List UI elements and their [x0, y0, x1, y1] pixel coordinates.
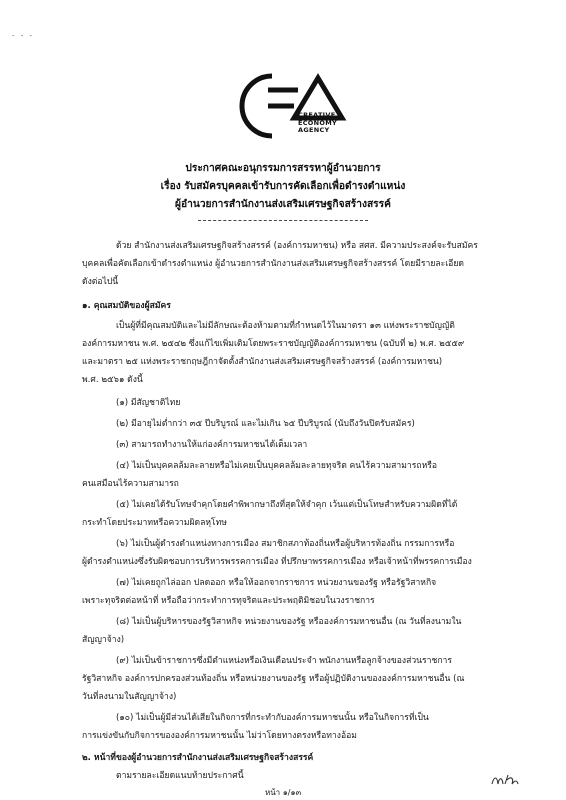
- qualification-item: (๙) ไม่เป็นข้าราชการซึ่งมีตำแหน่งหรือเงินเดือนประจำ พนักงานหรือลูกจ้างของส่วนราชการ: [116, 656, 452, 666]
- section1-lead-line: องค์การมหาชน พ.ศ. ๒๕๔๒ ซึ่งแก้ไขเพิ่มเติมโดยพระราชบัญญัติองค์การมหาชน (ฉบับที่ ๒) พ.ศ. ๒๕๕๙: [82, 339, 465, 349]
- corner-mark: - - -: [12, 32, 35, 40]
- qualification-item-cont: เพราะทุจริตต่อหน้าที่ หรือถือว่ากระทำการทุจริตและประพฤติมิชอบในวงราชการ: [82, 596, 375, 606]
- qualification-item: (๖) ไม่เป็นผู้ดำรงตำแหน่งทางการเมือง สมาชิกสภาท้องถิ่นหรือผู้บริหารท้องถิ่น กรรมการหรือ: [116, 539, 455, 549]
- qualification-item: (๕) ไม่เคยได้รับโทษจำคุกโดยคำพิพากษาถึงที่สุดให้จำคุก เว้นแต่เป็นโทษสำหรับความผิดที่ได้: [116, 500, 458, 510]
- qualification-item-cont: การแข่งขันกับกิจการขององค์การมหาชนนั้น ไม่ว่าโดยทางตรงหรือทางอ้อม: [82, 731, 357, 741]
- qualification-item-cont: รัฐวิสาหกิจ องค์การปกครองส่วนท้องถิ่น หรือหน่วยงานของรัฐ หรือผู้ปฏิบัติงานขององค์การมหาชนอื่น (ณ: [82, 674, 465, 684]
- qualification-item: (๓) สามารถทำงานให้แก่องค์การมหาชนได้เต็มเวลา: [116, 440, 308, 450]
- initials-signature-icon: [490, 772, 520, 788]
- section1-lead-line: และมาตรา ๒๕ แห่งพระราชกฤษฎีกาจัดตั้งสำนักงานส่งเสริมเศรษฐกิจสร้างสรรค์ (องค์การมหาชน): [82, 357, 443, 367]
- qualification-item-cont: กระทำโดยประมาทหรือความผิดลหุโทษ: [82, 518, 227, 528]
- qualification-item: (๑) มีสัญชาติไทย: [116, 398, 181, 408]
- section2-heading: ๒. หน้าที่ของผู้อำนวยการสำนักงานส่งเสริมเศรษฐกิจสร้างสรรค์: [82, 753, 314, 763]
- logo-wordmark: [298, 112, 337, 135]
- qualification-item: (๘) ไม่เป็นผู้บริหารของรัฐวิสาหกิจ หน่วยงานของรัฐ หรือองค์การมหาชนอื่น (ณ วันที่ลงนามใน: [116, 617, 462, 627]
- title-line: เรื่อง รับสมัครบุคคลเข้ารับการคัดเลือกเพื่อดำรงตำแหน่ง: [160, 181, 406, 192]
- qualification-item: (๔) ไม่เป็นบุคคลล้มละลายหรือไม่เคยเป็นบุคคลล้มละลายทุจริต คนไร้ความสามารถหรือ: [116, 461, 438, 471]
- intro-line: บุคคลเพื่อคัดเลือกเข้าดำรงตำแหน่ง ผู้อำนวยการสำนักงานส่งเสริมเศรษฐกิจสร้างสรรค์ โดยมีรายละเอียด: [82, 259, 464, 269]
- title-divider: [198, 220, 368, 221]
- intro-line: ดังต่อไปนี้: [82, 277, 119, 287]
- qualification-item-cont: คนเสมือนไร้ความสามารถ: [82, 479, 179, 489]
- section2-body: ตามรายละเอียดแนบท้ายประกาศนี้: [116, 771, 244, 781]
- title-line: ประกาศคณะอนุกรรมการสรรหาผู้อำนวยการ: [185, 163, 381, 174]
- qualification-item-cont: วันที่ลงนามในสัญญาจ้าง): [82, 692, 177, 702]
- page-number: หน้า ๑/๑๓: [264, 788, 302, 797]
- logo-line: AGENCY: [298, 126, 330, 134]
- announcement-title: [60, 160, 506, 214]
- qualification-item: (๑๐) ไม่เป็นผู้มีส่วนได้เสียในกิจการที่กระทำกับองค์การมหาชนนั้น หรือในกิจการที่เป็น: [116, 713, 429, 723]
- section1-lead-line: พ.ศ. ๒๕๖๑ ดังนี้: [82, 375, 143, 385]
- qualification-item: (๗) ไม่เคยถูกไล่ออก ปลดออก หรือให้ออกจากราชการ หน่วยงานของรัฐ หรือรัฐวิสาหกิจ: [116, 578, 437, 588]
- intro-line: ด้วย สำนักงานส่งเสริมเศรษฐกิจสร้างสรรค์ (องค์การมหาชน) หรือ สศส. มีความประสงค์จะรับสมัคร: [116, 241, 478, 251]
- qualification-item-cont: สัญญาจ้าง): [82, 635, 125, 645]
- section1-lead-line: เป็นผู้ที่มีคุณสมบัติและไม่มีลักษณะต้องห้ามตามที่กำหนดไว้ในมาตรา ๑๓ แห่งพระราชบัญญัติ: [116, 321, 455, 331]
- title-line: ผู้อำนวยการสำนักงานส่งเสริมเศรษฐกิจสร้างสรรค์: [175, 199, 391, 210]
- qualification-item: (๒) มีอายุไม่ต่ำกว่า ๓๕ ปีบริบูรณ์ และไม่เกิน ๖๕ ปีบริบูรณ์ (นับถึงวันปิดรับสมัคร): [116, 419, 415, 429]
- section1-heading: ๑. คุณสมบัติของผู้สมัคร: [82, 301, 171, 311]
- qualification-item-cont: ผู้ดำรงตำแหน่งซึ่งรับผิดชอบการบริหารพรรคการเมือง ที่ปรึกษาพรรคการเมือง หรือเจ้าหน้าที่พรรคการเมือง: [82, 557, 472, 567]
- logo-line: CREATIVE: [298, 111, 336, 119]
- logo-line: ECONOMY: [298, 118, 337, 127]
